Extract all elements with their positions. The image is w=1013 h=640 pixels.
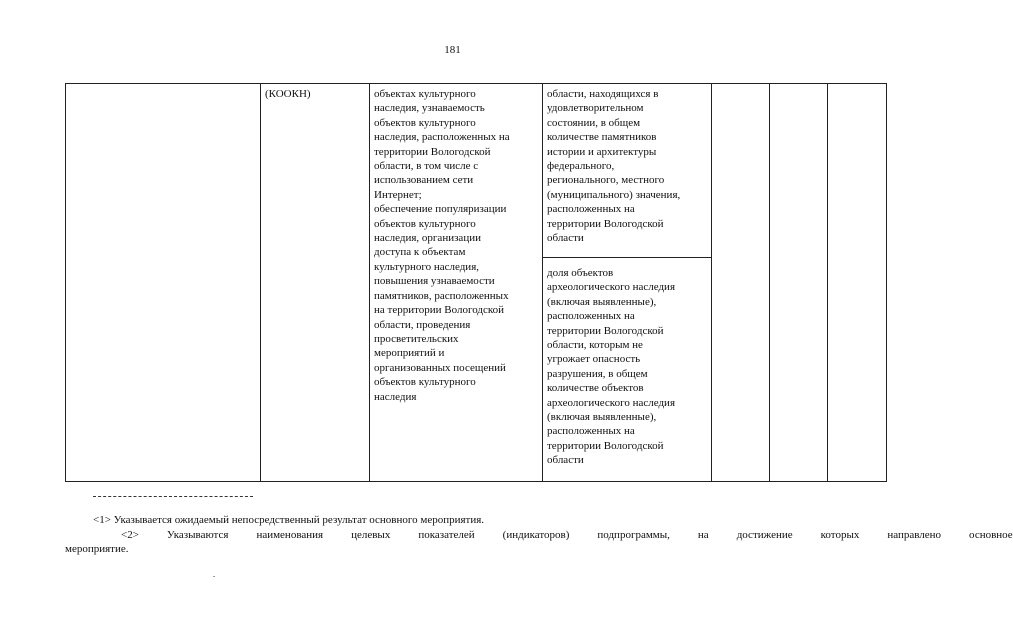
activity-text-line: повышения узнаваемости xyxy=(374,275,495,288)
indicator-2-text-line: расположенных на xyxy=(547,310,635,323)
value-cell-2 xyxy=(770,84,828,482)
footnote-2-word: наименования xyxy=(256,529,324,541)
activity-text-line: памятников, расположенных xyxy=(374,289,509,302)
scan-artifact-dot xyxy=(213,576,215,577)
footnote-separator xyxy=(93,496,253,497)
indicator-2-text-line: разрушения, в общем xyxy=(547,367,648,380)
indicator-2-text-line: расположенных на xyxy=(547,425,635,438)
indicator-1-cell xyxy=(543,84,712,258)
indicator-1-text-line: области xyxy=(547,232,584,245)
footnote-2-second-line: мероприятие. xyxy=(65,543,129,555)
activity-text-line: на территории Вологодской xyxy=(374,304,505,317)
activity-text-line: области, в том числе с xyxy=(374,160,479,173)
footnote-2 xyxy=(65,528,1013,556)
indicator-2-text-line: области xyxy=(547,454,584,467)
page-number: 181 xyxy=(444,44,461,56)
footnote-2-word: основное xyxy=(969,529,1013,541)
indicator-2-text-line: угрожает опасность xyxy=(547,353,641,366)
footnote-2-word: Указываются xyxy=(166,529,229,541)
indicator-1-text-line: области, находящихся в xyxy=(547,88,659,100)
indicator-2-text-line: (включая выявленные), xyxy=(547,411,657,424)
activity-text-line: наследия, узнаваемость xyxy=(374,102,485,115)
footnote-2-first-line xyxy=(65,528,1013,542)
footnote-2-word: достижение xyxy=(736,529,793,541)
indicator-2-text-line: археологического наследия xyxy=(547,281,675,294)
activity-text-line: объектах культурного xyxy=(374,88,476,100)
footnote-1: <1> Указывается ожидаемый непосредственный результат основного мероприятия. xyxy=(93,514,485,526)
footnote-2-word: (индикаторов) xyxy=(502,529,570,541)
activity-text-line: просветительских xyxy=(374,332,459,345)
activity-text-line: наследия xyxy=(374,390,417,403)
indicator-1-text-line: расположенных на xyxy=(547,203,635,216)
indicator-2-text-line: территории Вологодской xyxy=(547,439,664,452)
footnote-2-word: <2> xyxy=(121,529,139,541)
table-row xyxy=(66,84,887,258)
activity-text-line: наследия, организации xyxy=(374,232,481,245)
value-cell-3 xyxy=(828,84,887,482)
indicator-1-text-line: количестве памятников xyxy=(547,131,657,144)
activity-text-line: территории Вологодской xyxy=(374,145,491,158)
indicator-2-text-line: археологического наследия xyxy=(547,396,675,409)
footnote-2-word: целевых xyxy=(351,529,391,541)
indicator-2-text-line: (включая выявленные), xyxy=(547,295,657,308)
indicator-1-text-line: состоянии, в общем xyxy=(547,116,641,129)
footnote-2-word: подпрограммы, xyxy=(597,529,670,541)
indicator-2-text-line: доля объектов xyxy=(547,267,614,279)
indicator-2-text-line: области, которым не xyxy=(547,339,643,352)
indicator-1-text-line: регионального, местного xyxy=(547,174,665,187)
activity-text-line: области, проведения xyxy=(374,318,471,331)
footnote-2-word: показателей xyxy=(418,529,475,541)
footnote-2-word: на xyxy=(697,529,709,541)
indicator-1-text-line: удовлетворительном xyxy=(547,102,644,115)
indicator-1-text-line: территории Вологодской xyxy=(547,217,664,230)
footnote-2-word: направлено xyxy=(887,529,942,541)
indicator-1-text-line: истории и архитектуры xyxy=(547,145,657,158)
activity-text-line: доступа к объектам xyxy=(374,246,466,259)
indicator-2-text-line: количестве объектов xyxy=(547,382,644,395)
activity-text-line: Интернет; xyxy=(374,188,422,201)
empty-cell xyxy=(66,84,261,482)
program-table xyxy=(65,83,887,482)
indicator-1-text-line: федерального, xyxy=(547,160,615,173)
activity-text-line: мероприятий и xyxy=(374,347,445,360)
value-cell-1 xyxy=(712,84,770,482)
activity-text-line: обеспечение популяризации xyxy=(374,203,507,216)
executor-cell: (КООКН) xyxy=(261,84,370,482)
footnote-2-word: которых xyxy=(820,529,860,541)
indicator-2-text-line: территории Вологодской xyxy=(547,324,664,337)
activity-text-line: объектов культурного xyxy=(374,116,476,129)
activity-text-line: объектов культурного xyxy=(374,217,476,230)
activity-text-line: использованием сети xyxy=(374,174,474,187)
activity-cell xyxy=(370,84,543,482)
activity-text-line: объектов культурного xyxy=(374,376,476,389)
activity-text-line: организованных посещений xyxy=(374,361,506,374)
activity-text-line: наследия, расположенных на xyxy=(374,131,510,144)
activity-text-line: культурного наследия, xyxy=(374,260,479,273)
indicator-2-cell xyxy=(543,258,712,482)
indicator-1-text-line: (муниципального) значения, xyxy=(547,188,681,201)
